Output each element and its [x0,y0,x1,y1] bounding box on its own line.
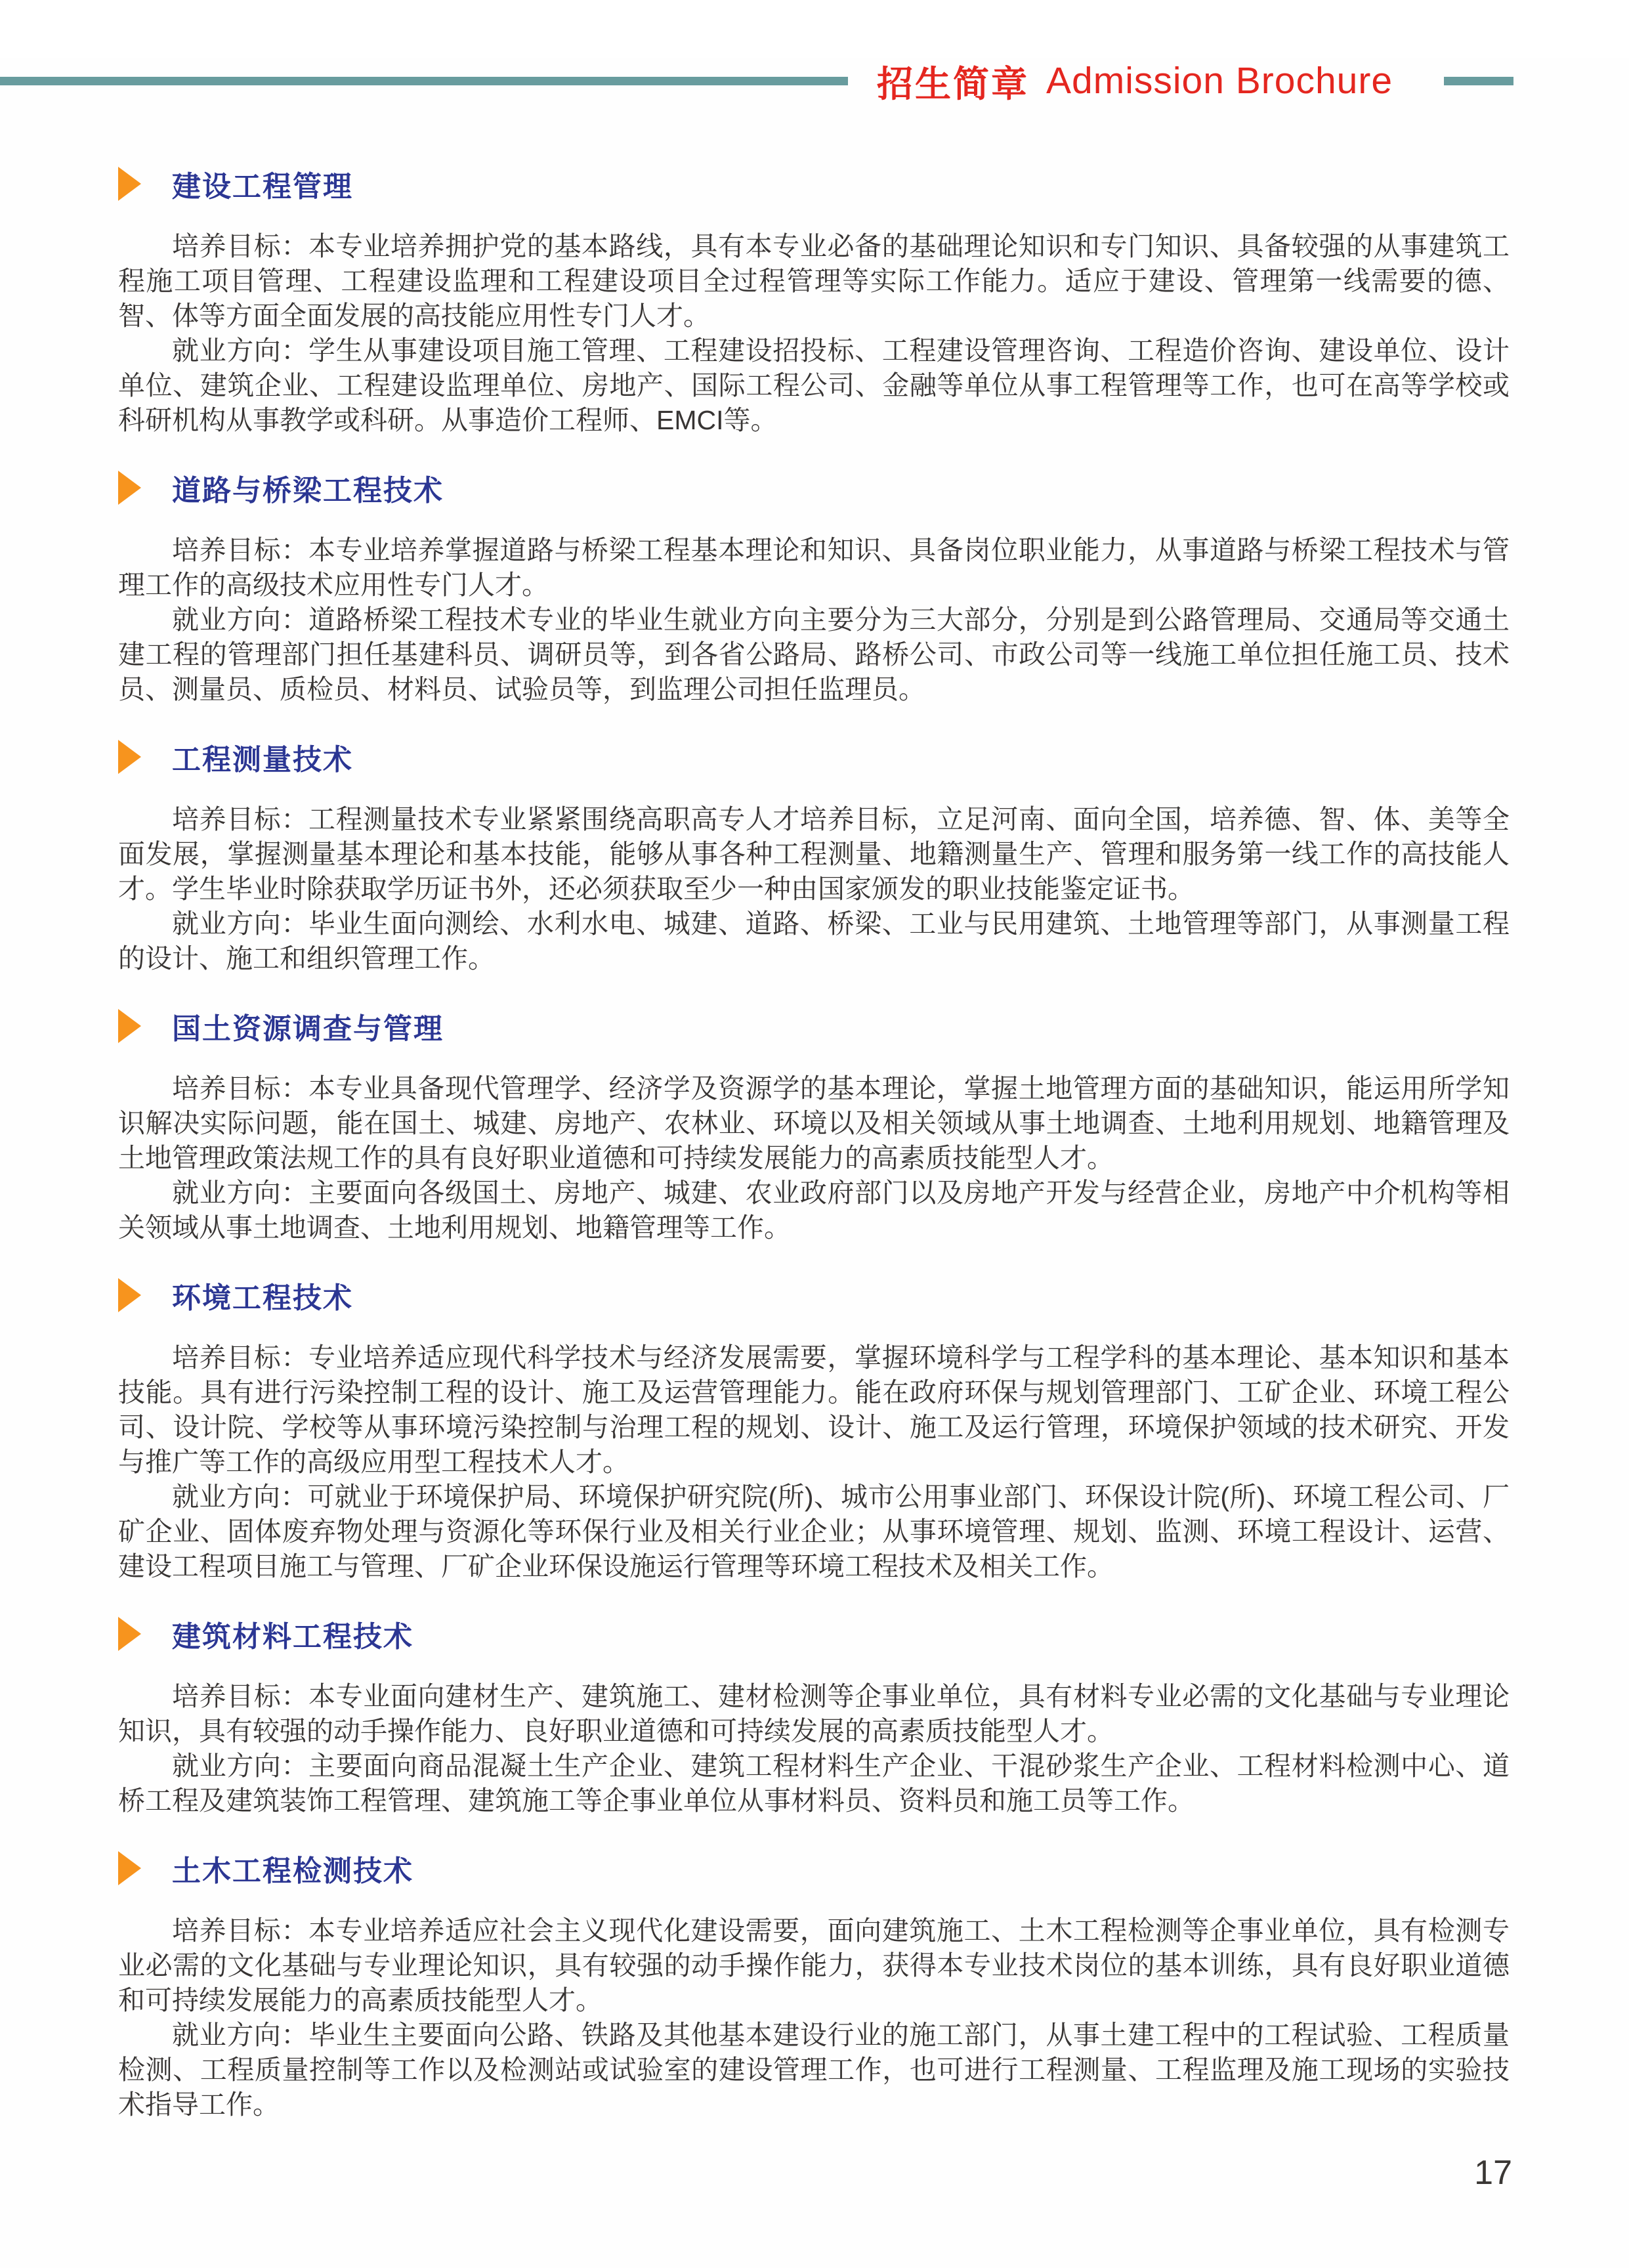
training-objective-paragraph: 培养目标：本专业培养拥护党的基本路线，具有本专业必备的基础理论知识和专门知识、具备较强的从事建筑工程施工项目管理、工程建设监理和工程建设项目全过程管理等实际工作能力。适应于建设、管理第一线需要的德、智、体等方面全面发展的高技能应用性专门人才。 [118,231,1510,331]
section-heading: 土木工程检测技术 [172,1855,413,1887]
section-heading-row [118,1274,1510,1316]
section-heading: 工程测量技术 [172,744,353,776]
training-objective-paragraph: 培养目标：工程测量技术专业紧紧围绕高职高专人才培养目标，立足河南、面向全国，培养德、智、体、美等全面发展，掌握测量基本理论和基本技能，能够从事各种工程测量、地籍测量生产、管理和服务第一线工作的高技能人才。学生毕业时除获取学历证书外，还必须获取至少一种由国家颁发的职业技能鉴定证书。 [118,804,1510,904]
training-objective-paragraph: 培养目标：本专业培养掌握道路与桥梁工程基本理论和知识、具备岗位职业能力，从事道路与桥梁工程技术与管理工作的高级技术应用性专门人才。 [118,535,1510,600]
brochure-page [0,58,1629,2268]
section-heading-row [118,467,1510,509]
employment-direction-paragraph: 就业方向：学生从事建设项目施工管理、工程建设招投标、工程建设管理咨询、工程造价咨询、建设单位、设计单位、建筑企业、工程建设监理单位、房地产、国际工程公司、金融等单位从事工程管理等工作，也可在高等学校或科研机构从事教学或科研。从事造价工程师、EMCI等。 [118,335,1510,435]
section-road-bridge-engineering [118,467,1510,707]
page-title-zh: 招生简章 [877,63,1030,104]
arrow-bullet-icon [118,471,141,505]
arrow-bullet-icon [118,740,141,774]
arrow-bullet-icon [118,1617,141,1651]
employment-direction-paragraph: 就业方向：主要面向商品混凝土生产企业、建筑工程材料生产企业、干混砂浆生产企业、工程材料检测中心、道桥工程及建筑装饰工程管理、建筑施工等企事业单位从事材料员、资料员和施工员等工作。 [118,1751,1510,1816]
page-title-en: Admission Brochure [1046,60,1393,102]
section-heading: 建设工程管理 [172,171,353,203]
employment-direction-paragraph: 就业方向：毕业生面向测绘、水利水电、城建、道路、桥梁、工业与民用建筑、土地管理等部门，从事测量工程的设计、施工和组织管理工作。 [118,909,1510,974]
page-header [0,58,1629,104]
section-heading: 建筑材料工程技术 [172,1621,413,1653]
section-building-materials-engineering [118,1613,1510,1818]
section-land-resources-survey-management [118,1005,1510,1245]
header-rule-right [1444,77,1513,85]
section-heading-row [118,1005,1510,1047]
arrow-bullet-icon [118,1009,141,1043]
header-rule-left [0,77,848,85]
employment-direction-paragraph: 就业方向：毕业生主要面向公路、铁路及其他基本建设行业的施工部门，从事土建工程中的工程试验、工程质量检测、工程质量控制等工作以及检测站或试验室的建设管理工作，也可进行工程测量、工程监理及施工现场的实验技术指导工作。 [118,2020,1510,2120]
section-civil-engineering-testing [118,1847,1510,2122]
page-number: 17 [1474,2154,1512,2192]
employment-direction-paragraph: 就业方向：主要面向各级国土、房地产、城建、农业政府部门以及房地产开发与经营企业，房地产中介机构等相关领域从事土地调查、土地利用规划、地籍管理等工作。 [118,1178,1510,1243]
section-heading-row [118,1847,1510,1889]
employment-direction-paragraph: 就业方向：道路桥梁工程技术专业的毕业生就业方向主要分为三大部分，分别是到公路管理局、交通局等交通土建工程的管理部门担任基建科员、调研员等，到各省公路局、路桥公司、市政公司等一线施工单位担任施工员、技术员、测量员、质检员、材料员、试验员等，到监理公司担任监理员。 [118,605,1510,704]
section-heading: 道路与桥梁工程技术 [172,475,444,507]
arrow-bullet-icon [118,1278,141,1312]
arrow-bullet-icon [118,1851,141,1885]
training-objective-paragraph: 培养目标：本专业面向建材生产、建筑施工、建材检测等企事业单位，具有材料专业必需的文化基础与专业理论知识，具有较强的动手操作能力、良好职业道德和可持续发展的高素质技能型人才。 [118,1681,1510,1746]
employment-direction-paragraph: 就业方向：可就业于环境保护局、环境保护研究院(所)、城市公用事业部门、环保设计院(所)、环境工程公司、厂矿企业、固体废弃物处理与资源化等环保行业及相关行业企业；从事环境管理、规划、监测、环境工程设计、运营、建设工程项目施工与管理、厂矿企业环保设施运行管理等环境工程技术及相关工作。 [118,1482,1510,1581]
section-environmental-engineering [118,1274,1510,1584]
arrow-bullet-icon [118,167,141,201]
training-objective-paragraph: 培养目标：专业培养适应现代科学技术与经济发展需要，掌握环境科学与工程学科的基本理论、基本知识和基本技能。具有进行污染控制工程的设计、施工及运营管理能力。能在政府环保与规划管理部门、工矿企业、环境工程公司、设计院、学校等从事环境污染控制与治理工程的规划、设计、施工及运行管理，环境保护领域的技术研究、开发与推广等工作的高级应用型工程技术人才。 [118,1342,1510,1477]
section-heading-row [118,736,1510,778]
section-construction-engineering-management [118,163,1510,438]
content [118,163,1510,2122]
section-heading: 环境工程技术 [172,1282,353,1314]
training-objective-paragraph: 培养目标：本专业培养适应社会主义现代化建设需要，面向建筑施工、土木工程检测等企事业单位，具有检测专业必需的文化基础与专业理论知识，具有较强的动手操作能力，获得本专业技术岗位的基本训练，具有良好职业道德和可持续发展能力的高素质技能型人才。 [118,1915,1510,2015]
training-objective-paragraph: 培养目标：本专业具备现代管理学、经济学及资源学的基本理论，掌握土地管理方面的基础知识，能运用所学知识解决实际问题，能在国土、城建、房地产、农林业、环境以及相关领域从事土地调查、土地利用规划、地籍管理及土地管理政策法规工作的具有良好职业道德和可持续发展能力的高素质技能型人才。 [118,1073,1510,1173]
section-heading-row [118,163,1510,205]
section-heading: 国土资源调查与管理 [172,1013,444,1045]
section-engineering-surveying [118,736,1510,976]
section-heading-row [118,1613,1510,1655]
